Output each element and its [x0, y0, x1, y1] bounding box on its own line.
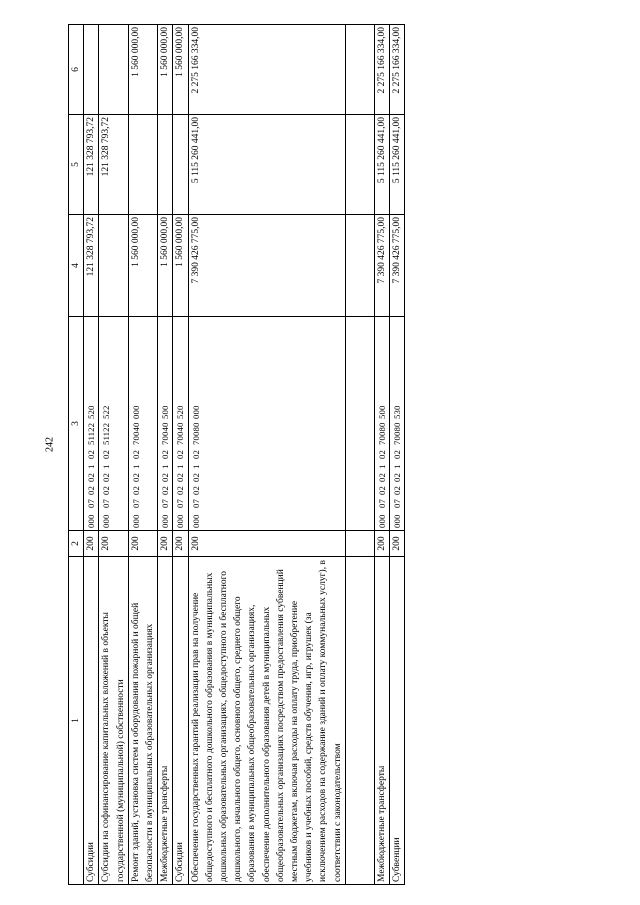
row-value-5 [173, 115, 188, 215]
code-part: 02 [190, 486, 201, 495]
header-cell-4: 4 [69, 215, 84, 317]
row-name: Субвенции [390, 557, 405, 885]
code-part: 02 [392, 473, 403, 482]
row-col2: 200 [374, 531, 389, 557]
code-part: 07 [86, 499, 97, 508]
code-part: 1 [160, 464, 171, 469]
row-value-5: 5 115 260 441,00 [390, 115, 405, 215]
code-part: 02 [392, 486, 403, 495]
code-part: 07 [190, 499, 201, 508]
table-row [128, 25, 157, 885]
code-part: 520 [86, 405, 97, 419]
row-code [99, 317, 128, 531]
code-part: 02 [190, 450, 201, 459]
row-col2: 200 [173, 531, 188, 557]
row-code [173, 317, 188, 531]
code-part: 1 [392, 464, 403, 469]
blank-row [345, 25, 374, 885]
code-part: 70080 [376, 422, 387, 445]
row-name: Субсидии [173, 557, 188, 885]
row-value-5: 121 328 793,72 [99, 115, 128, 215]
code-part: 02 [130, 450, 141, 459]
table-row [173, 25, 188, 885]
budget-table [68, 24, 405, 885]
code-part: 02 [86, 486, 97, 495]
table-row [99, 25, 128, 885]
code-part: 000 [190, 514, 201, 528]
row-name: Межбюджетные трансферты [158, 557, 173, 885]
row-value-4: 7 390 426 775,00 [374, 215, 389, 317]
row-value-4 [99, 215, 128, 317]
row-name: Обеспечение государственных гарантий реализации прав на получение общедоступного и бесплатного дошкольного образования в муниципальных дошкольных образовательных организациях, общедоступного и бесплатного дошкольного, начального общего, основного общего, среднего общего образования в муниципальных общеобразовательных организациях, обеспечение дополнительного образования детей в муниципальных общеобразовательных организациях посредством предоставления субвенций местным бюджетам, включая расходы на оплату труда, приобретение учебников и учебных пособий, средств обучения, игр, игрушек (за исключением расходов на содержание зданий и оплату коммунальных услуг), в соответствии с законодательством [188, 557, 345, 885]
table-row [84, 25, 99, 885]
row-value-6: 1 560 000,00 [173, 25, 188, 115]
row-name: Межбюджетные трансферты [374, 557, 389, 885]
code-part: 522 [101, 405, 112, 419]
code-part: 02 [175, 486, 186, 495]
row-value-5: 121 328 793,72 [84, 115, 99, 215]
row-value-6 [99, 25, 128, 115]
code-part: 1 [101, 464, 112, 469]
row-name: Субсидии на софинансирование капитальных вложений в объекты государственной (муниципальной) собственности [99, 557, 128, 885]
code-part: 07 [175, 499, 186, 508]
code-part: 1 [130, 464, 141, 469]
code-part: 000 [130, 514, 141, 528]
table-row [188, 25, 345, 885]
code-part: 000 [160, 514, 171, 528]
row-value-4: 7 390 426 775,00 [188, 215, 345, 317]
row-col2: 200 [99, 531, 128, 557]
blank-cell [345, 317, 374, 531]
code-part: 1 [190, 464, 201, 469]
row-col2: 200 [390, 531, 405, 557]
row-value-5: 5 115 260 441,00 [188, 115, 345, 215]
code-part: 07 [160, 499, 171, 508]
code-part: 02 [376, 473, 387, 482]
code-part: 000 [101, 514, 112, 528]
code-part: 70080 [190, 422, 201, 445]
code-part: 51122 [101, 422, 112, 445]
blank-cell [345, 115, 374, 215]
code-part: 51122 [86, 422, 97, 445]
row-value-5: 5 115 260 441,00 [374, 115, 389, 215]
code-part: 70080 [392, 422, 403, 445]
code-part: 500 [376, 405, 387, 419]
code-part: 70040 [160, 422, 171, 445]
page-number: 242 [44, 437, 56, 452]
code-part: 1 [175, 464, 186, 469]
blank-cell [345, 557, 374, 885]
code-part: 02 [101, 486, 112, 495]
code-part: 02 [392, 450, 403, 459]
code-part: 02 [101, 450, 112, 459]
code-part: 07 [130, 499, 141, 508]
code-part: 520 [175, 405, 186, 419]
row-value-5 [128, 115, 157, 215]
header-cell-1: 1 [69, 557, 84, 885]
code-part: 02 [130, 473, 141, 482]
code-part: 02 [190, 473, 201, 482]
row-name: Ремонт зданий, установка систем и оборудования пожарной и общей безопасности в муниципальных образовательных организациях [128, 557, 157, 885]
row-name: Субсидии [84, 557, 99, 885]
row-value-4: 1 560 000,00 [128, 215, 157, 317]
row-code [128, 317, 157, 531]
code-part: 02 [86, 473, 97, 482]
row-value-6: 1 560 000,00 [158, 25, 173, 115]
code-part: 500 [160, 405, 171, 419]
code-part: 02 [175, 450, 186, 459]
code-part: 000 [392, 514, 403, 528]
rotated-page [68, 25, 498, 885]
row-code [188, 317, 345, 531]
row-col2: 200 [128, 531, 157, 557]
row-code [158, 317, 173, 531]
code-part: 70040 [175, 422, 186, 445]
code-part: 07 [392, 499, 403, 508]
code-part: 000 [175, 514, 186, 528]
blank-cell [345, 531, 374, 557]
header-cell-3: 3 [69, 317, 84, 531]
row-value-4: 1 560 000,00 [173, 215, 188, 317]
header-cell-5: 5 [69, 115, 84, 215]
row-value-6: 2 275 166 334,00 [188, 25, 345, 115]
code-part: 000 [86, 514, 97, 528]
code-part: 000 [376, 514, 387, 528]
code-part: 70040 [130, 422, 141, 445]
row-code [84, 317, 99, 531]
code-part: 02 [376, 450, 387, 459]
code-part: 530 [392, 405, 403, 419]
row-code [374, 317, 389, 531]
code-part: 02 [175, 473, 186, 482]
code-part: 000 [190, 405, 201, 419]
blank-cell [345, 25, 374, 115]
code-part: 07 [376, 499, 387, 508]
code-part: 02 [160, 473, 171, 482]
table-row [390, 25, 405, 885]
code-part: 02 [86, 450, 97, 459]
code-part: 02 [376, 486, 387, 495]
header-cell-2: 2 [69, 531, 84, 557]
row-value-6 [84, 25, 99, 115]
row-value-4: 121 328 793,72 [84, 215, 99, 317]
code-part: 07 [101, 499, 112, 508]
code-part: 02 [160, 450, 171, 459]
row-value-6: 2 275 166 334,00 [374, 25, 389, 115]
row-col2: 200 [158, 531, 173, 557]
code-part: 000 [130, 405, 141, 419]
code-part: 02 [101, 473, 112, 482]
header-row [69, 25, 84, 885]
code-part: 1 [86, 464, 97, 469]
row-col2: 200 [188, 531, 345, 557]
row-value-5 [158, 115, 173, 215]
table-row [158, 25, 173, 885]
row-value-6: 2 275 166 334,00 [390, 25, 405, 115]
row-value-4: 7 390 426 775,00 [390, 215, 405, 317]
row-value-6: 1 560 000,00 [128, 25, 157, 115]
row-col2: 200 [84, 531, 99, 557]
header-cell-6: 6 [69, 25, 84, 115]
code-part: 1 [376, 464, 387, 469]
row-code [390, 317, 405, 531]
code-part: 02 [160, 486, 171, 495]
blank-cell [345, 215, 374, 317]
row-value-4: 1 560 000,00 [158, 215, 173, 317]
code-part: 02 [130, 486, 141, 495]
table-row [374, 25, 389, 885]
